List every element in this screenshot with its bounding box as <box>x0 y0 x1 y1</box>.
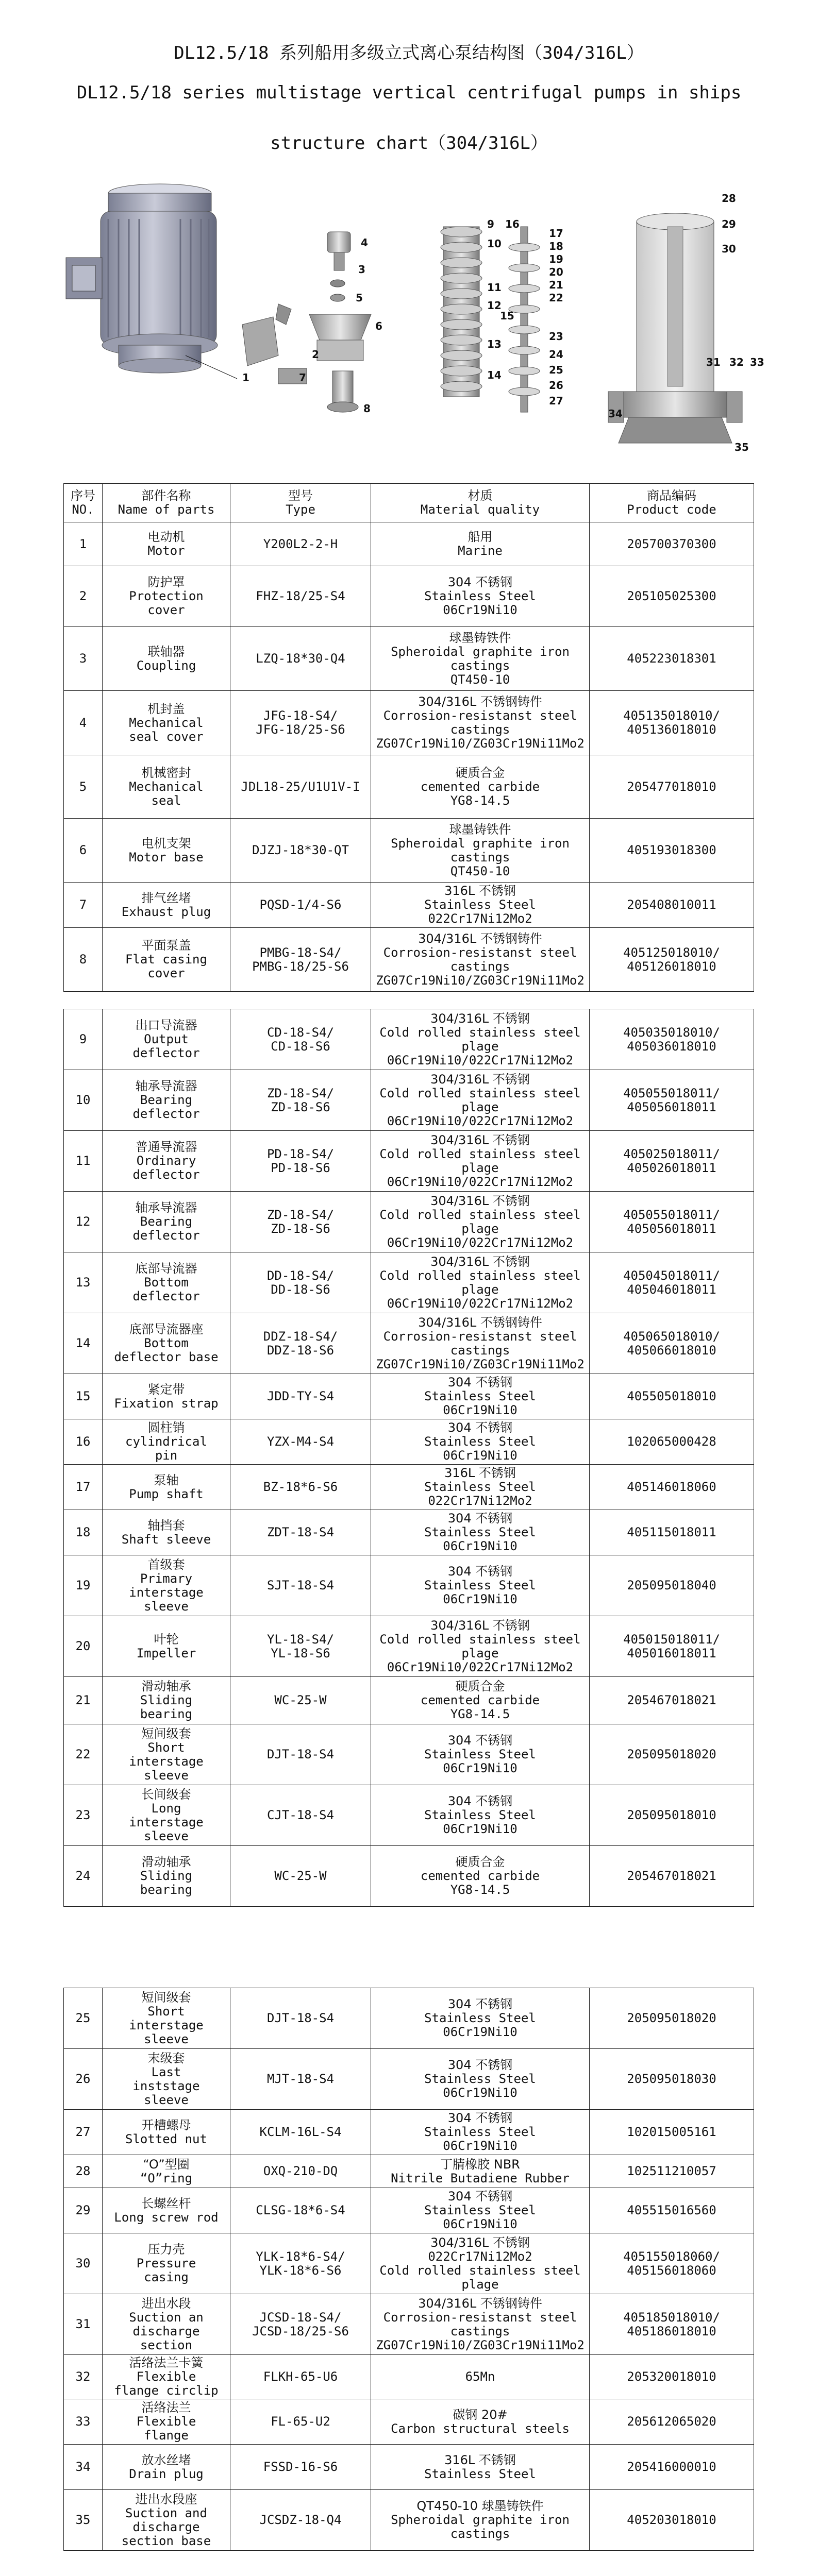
callout-35: 35 <box>734 441 749 453</box>
motor-drawing <box>66 184 237 379</box>
cell-name: 圆柱销 cylindrical pin <box>103 1419 230 1465</box>
cell-material: 304/316L 不锈钢 Cold rolled stainless steel plage 06Cr19Ni10/022Cr17Ni12Mo2 <box>371 1252 590 1313</box>
cell-code: 205467018021 <box>590 1677 754 1724</box>
table-row <box>64 755 754 819</box>
table-row <box>64 2155 754 2188</box>
cell-material: 304/316L 不锈钢铸件 Corrosion-resistanst steel castings ZG07Cr19Ni10/ZG03Cr19Ni11Mo2 <box>371 691 590 755</box>
cell-no: 30 <box>64 2233 103 2294</box>
callout-4: 4 <box>361 236 368 249</box>
cell-no: 18 <box>64 1510 103 1555</box>
page-subtitle-en: structure chart（304/316L） <box>270 133 548 154</box>
cell-code: 205467018021 <box>590 1846 754 1907</box>
cell-material: 304 不锈钢 Stainless Steel 06Cr19Ni10 <box>371 1988 590 2049</box>
table-row <box>64 928 754 992</box>
cell-type: MJT-18-S4 <box>230 2049 371 2110</box>
cell-name: 防护罩 Protection cover <box>103 566 230 627</box>
table-row <box>64 691 754 755</box>
cell-material: 304 不锈钢 Stainless Steel 06Cr19Ni10 <box>371 566 590 627</box>
cell-material: 球墨铸铁件 Spheroidal graphite iron castings QT450-10 <box>371 819 590 883</box>
cell-material: 304 不锈钢 Stainless Steel 06Cr19Ni10 <box>371 1785 590 1846</box>
cell-code: 405055018011/ 405056018011 <box>590 1070 754 1131</box>
cell-material: 316L 不锈钢 Stainless Steel 022Cr17Ni12Mo2 <box>371 1465 590 1510</box>
cell-type: ZDT-18-S4 <box>230 1510 371 1555</box>
cell-material: 硬质合金 cemented carbide YG8-14.5 <box>371 1846 590 1907</box>
table-row <box>64 566 754 627</box>
table-header-row <box>64 484 754 522</box>
cell-name: 平面泵盖 Flat casing cover <box>103 928 230 992</box>
cell-type: FSSD-16-S6 <box>230 2445 371 2490</box>
cell-code: 405193018300 <box>590 819 754 883</box>
callout-34: 34 <box>608 408 623 420</box>
table-row <box>64 883 754 928</box>
cell-type: BZ-18*6-S6 <box>230 1465 371 1510</box>
cell-no: 34 <box>64 2445 103 2490</box>
cell-name: 普通导流器 Ordinary deflector <box>103 1131 230 1192</box>
cell-code: 205095018020 <box>590 1988 754 2049</box>
cell-name: 活络法兰 Flexible flange <box>103 2399 230 2445</box>
callout-12: 12 <box>487 299 502 312</box>
cell-material: 304 不锈钢 Stainless Steel 06Cr19Ni10 <box>371 2188 590 2233</box>
callout-8: 8 <box>363 402 371 415</box>
cell-name: 电机支架 Motor base <box>103 819 230 883</box>
cell-material: 304/316L 不锈钢 Cold rolled stainless steel plage 06Cr19Ni10/022Cr17Ni12Mo2 <box>371 1192 590 1252</box>
cell-type: DJZJ-18*30-QT <box>230 819 371 883</box>
cell-type: KCLM-16L-S4 <box>230 2110 371 2155</box>
cell-material: QT450-10 球墨铸铁件 Spheroidal graphite iron castings <box>371 2490 590 2551</box>
callout-28: 28 <box>722 192 736 205</box>
cell-material: 304/316L 不锈钢铸件 Corrosion-resistanst steel castings ZG07Cr19Ni10/ZG03Cr19Ni11Mo2 <box>371 2294 590 2355</box>
cell-name: 轴承导流器 Bearing deflector <box>103 1070 230 1131</box>
table-row <box>64 1374 754 1419</box>
cell-name: 轴挡套 Shaft sleeve <box>103 1510 230 1555</box>
cell-code: 405025018011/ 405026018011 <box>590 1131 754 1192</box>
cell-name: 泵轴 Pump shaft <box>103 1465 230 1510</box>
callout-9: 9 <box>487 218 494 230</box>
cell-material: 304 不锈钢 Stainless Steel 06Cr19Ni10 <box>371 1419 590 1465</box>
cell-material: 碳钢 20# Carbon structural steels <box>371 2399 590 2445</box>
cell-no: 12 <box>64 1192 103 1252</box>
cell-code: 205095018040 <box>590 1555 754 1616</box>
cell-material: 304/316L 不锈钢 Cold rolled stainless steel plage 06Cr19Ni10/022Cr17Ni12Mo2 <box>371 1131 590 1192</box>
cell-type: FHZ-18/25-S4 <box>230 566 371 627</box>
cell-type: FLKH-65-U6 <box>230 2355 371 2399</box>
cell-type: DJT-18-S4 <box>230 1724 371 1785</box>
cell-material: 304/316L 不锈钢 Cold rolled stainless steel plage 06Cr19Ni10/022Cr17Ni12Mo2 <box>371 1070 590 1131</box>
cell-name: 叶轮 Impeller <box>103 1616 230 1677</box>
cell-material: 304 不锈钢 Stainless Steel 06Cr19Ni10 <box>371 2110 590 2155</box>
cell-material: 304/316L 不锈钢铸件 Corrosion-resistanst steel castings ZG07Cr19Ni10/ZG03Cr19Ni11Mo2 <box>371 1313 590 1374</box>
cell-code: 102015005161 <box>590 2110 754 2155</box>
callout-18: 18 <box>549 240 563 252</box>
cell-name: 底部导流器 Bottom deflector <box>103 1252 230 1313</box>
cell-name: 末级套 Last inststage sleeve <box>103 2049 230 2110</box>
table-row <box>64 1131 754 1192</box>
callout-3: 3 <box>358 263 365 276</box>
cell-name: 机封盖 Mechanical seal cover <box>103 691 230 755</box>
cell-code: 405055018011/ 405056018011 <box>590 1192 754 1252</box>
cell-type: WC-25-W <box>230 1677 371 1724</box>
table-row <box>64 1724 754 1785</box>
cell-material: 船用 Marine <box>371 522 590 566</box>
cell-type: ZD-18-S4/ ZD-18-S6 <box>230 1192 371 1252</box>
table-row <box>64 1313 754 1374</box>
cell-name: 滑动轴承 Sliding bearing <box>103 1677 230 1724</box>
header-code: 商品编码 Product code <box>590 484 754 522</box>
cell-type: PD-18-S4/ PD-18-S6 <box>230 1131 371 1192</box>
cell-name: 联轴器 Coupling <box>103 627 230 691</box>
parts-table-2 <box>63 1009 754 1907</box>
cell-no: 11 <box>64 1131 103 1192</box>
cell-code: 405035018010/ 405036018010 <box>590 1009 754 1070</box>
table-row <box>64 1616 754 1677</box>
cell-no: 19 <box>64 1555 103 1616</box>
cell-no: 2 <box>64 566 103 627</box>
cell-code: 405135018010/ 405136018010 <box>590 691 754 755</box>
cell-code: 405505018010 <box>590 1374 754 1419</box>
cell-name: 短间级套 Short interstage sleeve <box>103 1724 230 1785</box>
cell-code: 205105025300 <box>590 566 754 627</box>
cell-no: 15 <box>64 1374 103 1419</box>
cell-type: JCSD-18-S4/ JCSD-18/25-S6 <box>230 2294 371 2355</box>
cell-type: YLK-18*6-S4/ YLK-18*6-S6 <box>230 2233 371 2294</box>
cell-code: 205612065020 <box>590 2399 754 2445</box>
table-row <box>64 2445 754 2490</box>
cell-type: DDZ-18-S4/ DDZ-18-S6 <box>230 1313 371 1374</box>
callout-20: 20 <box>549 266 563 278</box>
cell-material: 304/316L 不锈钢 022Cr17Ni12Mo2 Cold rolled stainless steel plage <box>371 2233 590 2294</box>
cell-type: YZX-M4-S4 <box>230 1419 371 1465</box>
cell-material: 304 不锈钢 Stainless Steel 06Cr19Ni10 <box>371 1510 590 1555</box>
cell-type: DJT-18-S4 <box>230 1988 371 2049</box>
cell-material: 304 不锈钢 Stainless Steel 06Cr19Ni10 <box>371 2049 590 2110</box>
cell-name: 长螺丝杆 Long screw rod <box>103 2188 230 2233</box>
cell-no: 17 <box>64 1465 103 1510</box>
cell-no: 6 <box>64 819 103 883</box>
cell-type: Y200L2-2-H <box>230 522 371 566</box>
page-title-en: DL12.5/18 series multistage vertical centrifugal pumps in ships <box>76 82 742 103</box>
parts-table-3 <box>63 1988 754 2551</box>
cell-no: 5 <box>64 755 103 819</box>
table-row <box>64 2049 754 2110</box>
cell-name: 放水丝堵 Drain plug <box>103 2445 230 2490</box>
callout-15: 15 <box>500 310 514 322</box>
cell-code: 405515016560 <box>590 2188 754 2233</box>
cell-no: 4 <box>64 691 103 755</box>
cell-name: 长间级套 Long interstage sleeve <box>103 1785 230 1846</box>
callout-32: 32 <box>729 356 744 368</box>
cell-code: 405185018010/ 405186018010 <box>590 2294 754 2355</box>
table-row <box>64 1785 754 1846</box>
cell-code: 405045018011/ 405046018011 <box>590 1252 754 1313</box>
table-row <box>64 1846 754 1907</box>
table-row <box>64 1252 754 1313</box>
cell-no: 25 <box>64 1988 103 2049</box>
callout-2: 2 <box>312 348 319 361</box>
cell-no: 9 <box>64 1009 103 1070</box>
callout-1: 1 <box>242 371 249 384</box>
cell-type: CLSG-18*6-S4 <box>230 2188 371 2233</box>
parts-table-1 <box>63 483 754 992</box>
cell-code: 205477018010 <box>590 755 754 819</box>
table-row <box>64 522 754 566</box>
table-row <box>64 819 754 883</box>
cell-type: YL-18-S4/ YL-18-S6 <box>230 1616 371 1677</box>
callout-17: 17 <box>549 227 563 240</box>
cell-code: 102511210057 <box>590 2155 754 2188</box>
cell-name: “O”型圈 “O”ring <box>103 2155 230 2188</box>
cell-no: 16 <box>64 1419 103 1465</box>
cell-no: 21 <box>64 1677 103 1724</box>
cell-type: JFG-18-S4/ JFG-18/25-S6 <box>230 691 371 755</box>
cell-no: 3 <box>64 627 103 691</box>
cell-material: 304 不锈钢 Stainless Steel 06Cr19Ni10 <box>371 1374 590 1419</box>
cell-code: 405125018010/ 405126018010 <box>590 928 754 992</box>
callout-25: 25 <box>549 364 563 376</box>
cell-material: 硬质合金 cemented carbide YG8-14.5 <box>371 1677 590 1724</box>
cell-material: 304 不锈钢 Stainless Steel 06Cr19Ni10 <box>371 1555 590 1616</box>
callout-19: 19 <box>549 253 563 265</box>
table-row <box>64 2294 754 2355</box>
table-row <box>64 2110 754 2155</box>
table-row <box>64 1419 754 1465</box>
cell-no: 1 <box>64 522 103 566</box>
cell-name: 压力壳 Pressure casing <box>103 2233 230 2294</box>
cell-code: 205408010011 <box>590 883 754 928</box>
cell-name: 电动机 Motor <box>103 522 230 566</box>
cell-material: 65Mn <box>371 2355 590 2399</box>
callout-16: 16 <box>505 218 520 230</box>
table-row <box>64 1555 754 1616</box>
cell-name: 轴承导流器 Bearing deflector <box>103 1192 230 1252</box>
table-row <box>64 2233 754 2294</box>
cell-no: 32 <box>64 2355 103 2399</box>
cell-code: 102065000428 <box>590 1419 754 1465</box>
cell-name: 进出水段 Suction an discharge section <box>103 2294 230 2355</box>
callout-26: 26 <box>549 379 563 392</box>
cell-name: 紧定带 Fixation strap <box>103 1374 230 1419</box>
cell-code: 405155018060/ 405156018060 <box>590 2233 754 2294</box>
table-row <box>64 2399 754 2445</box>
table-row <box>64 1988 754 2049</box>
cell-no: 29 <box>64 2188 103 2233</box>
cell-no: 8 <box>64 928 103 992</box>
page-title-cn: DL12.5/18 系列船用多级立式离心泵结构图（304/316L） <box>174 43 644 63</box>
cell-type: PMBG-18-S4/ PMBG-18/25-S6 <box>230 928 371 992</box>
cell-name: 排气丝堵 Exhaust plug <box>103 883 230 928</box>
cell-type: DD-18-S4/ DD-18-S6 <box>230 1252 371 1313</box>
cell-material: 硬质合金 cemented carbide YG8-14.5 <box>371 755 590 819</box>
callout-30: 30 <box>722 243 736 255</box>
header-type: 型号 Type <box>230 484 371 522</box>
table-row <box>64 1510 754 1555</box>
header-material: 材质 Material quality <box>371 484 590 522</box>
table-row <box>64 627 754 691</box>
cell-name: 机械密封 Mechanical seal <box>103 755 230 819</box>
header-name: 部件名称 Name of parts <box>103 484 230 522</box>
cell-name: 活络法兰卡簧 Flexible flange circlip <box>103 2355 230 2399</box>
callout-10: 10 <box>487 238 502 250</box>
cell-code: 205095018030 <box>590 2049 754 2110</box>
cell-code: 405115018011 <box>590 1510 754 1555</box>
callout-22: 22 <box>549 292 563 304</box>
cell-material: 丁腈橡胶 NBR Nitrile Butadiene Rubber <box>371 2155 590 2188</box>
cell-no: 26 <box>64 2049 103 2110</box>
cell-code: 205095018020 <box>590 1724 754 1785</box>
cell-no: 7 <box>64 883 103 928</box>
cell-no: 33 <box>64 2399 103 2445</box>
cell-name: 出口导流器 Output deflector <box>103 1009 230 1070</box>
cell-type: ZD-18-S4/ ZD-18-S6 <box>230 1070 371 1131</box>
cell-code: 205095018010 <box>590 1785 754 1846</box>
cell-no: 14 <box>64 1313 103 1374</box>
cell-no: 28 <box>64 2155 103 2188</box>
callout-13: 13 <box>487 338 502 350</box>
cell-code: 205700370300 <box>590 522 754 566</box>
pump-structure-diagram <box>52 170 773 459</box>
cell-no: 22 <box>64 1724 103 1785</box>
cell-type: CJT-18-S4 <box>230 1785 371 1846</box>
cell-no: 20 <box>64 1616 103 1677</box>
cell-code: 405015018011/ 405016018011 <box>590 1616 754 1677</box>
cell-material: 304/316L 不锈钢 Cold rolled stainless steel plage 06Cr19Ni10/022Cr17Ni12Mo2 <box>371 1616 590 1677</box>
cell-type: LZQ-18*30-Q4 <box>230 627 371 691</box>
callout-31: 31 <box>706 356 721 368</box>
table-row <box>64 2355 754 2399</box>
cell-no: 10 <box>64 1070 103 1131</box>
table-row <box>64 1465 754 1510</box>
cell-type: WC-25-W <box>230 1846 371 1907</box>
cell-type: JCSDZ-18-Q4 <box>230 2490 371 2551</box>
cell-no: 27 <box>64 2110 103 2155</box>
cell-name: 开槽螺母 Slotted nut <box>103 2110 230 2155</box>
callout-14: 14 <box>487 369 502 381</box>
cell-material: 304/316L 不锈钢 Cold rolled stainless steel plage 06Cr19Ni10/022Cr17Ni12Mo2 <box>371 1009 590 1070</box>
cell-type: SJT-18-S4 <box>230 1555 371 1616</box>
cell-material: 304/316L 不锈钢铸件 Corrosion-resistanst steel castings ZG07Cr19Ni10/ZG03Cr19Ni11Mo2 <box>371 928 590 992</box>
cell-name: 进出水段座 Suction and discharge section base <box>103 2490 230 2551</box>
callout-24: 24 <box>549 348 563 361</box>
cell-material: 球墨铸铁件 Spheroidal graphite iron castings QT450-10 <box>371 627 590 691</box>
cell-no: 24 <box>64 1846 103 1907</box>
header-no: 序号 NO. <box>64 484 103 522</box>
callout-7: 7 <box>299 371 306 384</box>
cell-type: CD-18-S4/ CD-18-S6 <box>230 1009 371 1070</box>
cell-type: PQSD-1/4-S6 <box>230 883 371 928</box>
callout-6: 6 <box>375 320 382 332</box>
cell-code: 205320018010 <box>590 2355 754 2399</box>
callout-11: 11 <box>487 281 502 294</box>
exploded-parts-drawing <box>242 232 371 412</box>
cell-code: 405146018060 <box>590 1465 754 1510</box>
callout-27: 27 <box>549 395 563 407</box>
cell-material: 304 不锈钢 Stainless Steel 06Cr19Ni10 <box>371 1724 590 1785</box>
cell-type: FL-65-U2 <box>230 2399 371 2445</box>
cell-name: 短间级套 Short interstage sleeve <box>103 1988 230 2049</box>
cell-material: 316L 不锈钢 Stainless Steel <box>371 2445 590 2490</box>
cell-name: 底部导流器座 Bottom deflector base <box>103 1313 230 1374</box>
cell-no: 31 <box>64 2294 103 2355</box>
stage-stack-drawing <box>441 227 540 412</box>
table-row <box>64 2188 754 2233</box>
cell-code: 205416000010 <box>590 2445 754 2490</box>
cell-no: 23 <box>64 1785 103 1846</box>
cell-type: OXQ-210-DQ <box>230 2155 371 2188</box>
callout-5: 5 <box>356 292 363 304</box>
cell-no: 13 <box>64 1252 103 1313</box>
cell-code: 405065018010/ 405066018010 <box>590 1313 754 1374</box>
cell-material: 316L 不锈钢 Stainless Steel 022Cr17Ni12Mo2 <box>371 883 590 928</box>
table-row <box>64 1070 754 1131</box>
cell-type: JDL18-25/U1U1V-I <box>230 755 371 819</box>
cell-code: 405223018301 <box>590 627 754 691</box>
table-row <box>64 2490 754 2551</box>
cell-type: JDD-TY-S4 <box>230 1374 371 1419</box>
callout-23: 23 <box>549 330 563 343</box>
cell-name: 首级套 Primary interstage sleeve <box>103 1555 230 1616</box>
table-row <box>64 1192 754 1252</box>
cell-name: 滑动轴承 Sliding bearing <box>103 1846 230 1907</box>
table-row <box>64 1677 754 1724</box>
callout-21: 21 <box>549 279 563 291</box>
cell-no: 35 <box>64 2490 103 2551</box>
table-row <box>64 1009 754 1070</box>
callout-29: 29 <box>722 218 736 230</box>
callout-33: 33 <box>750 356 764 368</box>
cell-code: 405203018010 <box>590 2490 754 2551</box>
